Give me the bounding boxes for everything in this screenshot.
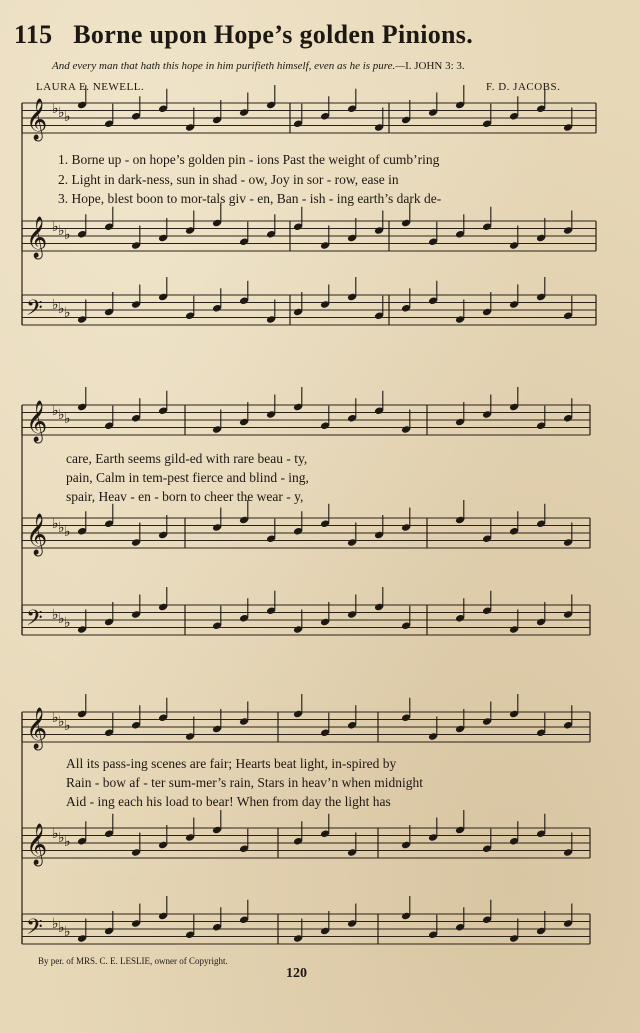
flat-icon: ♭ [64,411,71,427]
epigraph-reference: I. JOHN 3: 3. [405,60,465,72]
flat-icon: ♭ [52,607,59,623]
composer-credit: F. D. JACOBS. [486,81,561,93]
flat-icon: ♭ [64,227,71,243]
lyric-line: care, Earth seems gild-ed with rare beau - ty, [66,451,308,466]
page-number: 120 [286,966,307,981]
flat-icon: ♭ [64,718,71,734]
flat-icon: ♭ [58,301,65,317]
flat-icon: ♭ [58,611,65,627]
hymn-title: Borne upon Hope’s golden Pinions. [73,20,474,49]
copyright-note: By per. of MRS. C. E. LESLIE, owner of Copyright. [38,956,228,966]
flat-icon: ♭ [64,834,71,850]
flat-icon: ♭ [64,524,71,540]
flat-icon: ♭ [64,109,71,125]
flat-icon: ♭ [52,101,59,117]
treble-clef-icon: 𝄞 [26,99,48,140]
treble-clef-icon: 𝄞 [26,824,48,865]
lyricist-credit: LAURA E. NEWELL. [36,81,145,93]
treble-clef-icon: 𝄞 [26,708,48,749]
flat-icon: ♭ [52,916,59,932]
flat-icon: ♭ [64,305,71,321]
lyric-line: 1. Borne up - on hope’s golden pin - ions Past the weight of cumb’ring [58,152,440,167]
treble-clef-icon: 𝄞 [26,217,48,258]
flat-icon: ♭ [58,407,65,423]
lyric-line: pain, Calm in tem-pest fierce and blind - ing, [66,470,309,485]
bass-clef-icon: 𝄢 [26,606,43,636]
hymn-number: 115 [14,20,53,49]
bass-clef-icon: 𝄢 [26,915,43,945]
flat-icon: ♭ [52,403,59,419]
flat-icon: ♭ [64,615,71,631]
flat-icon: ♭ [58,830,65,846]
lyric-line: 2. Light in dark-ness, sun in shad - ow, Joy in sor - row, ease in [58,172,399,187]
bass-clef-icon: 𝄢 [26,296,43,326]
flat-icon: ♭ [58,223,65,239]
flat-icon: ♭ [58,920,65,936]
flat-icon: ♭ [52,219,59,235]
flat-icon: ♭ [52,826,59,842]
lyric-line: Aid - ing each his load to bear! When from day the light has [66,794,391,809]
flat-icon: ♭ [52,297,59,313]
lyric-line: 3. Hope, blest boon to mor-tals giv - en, Ban - ish - ing earth’s dark de- [58,191,442,206]
lyric-line: spair, Heav - en - born to cheer the wear - y, [66,489,304,504]
lyric-line: All its pass-ing scenes are fair; Hearts beat light, in-spired by [66,756,397,771]
treble-clef-icon: 𝄞 [26,514,48,555]
flat-icon: ♭ [52,710,59,726]
flat-icon: ♭ [58,520,65,536]
epigraph-text: And every man that hath this hope in him purifieth himself, even as he is pure.— [52,60,406,72]
lyric-line: Rain - bow af - ter sum-mer’s rain, Stars in heav’n when midnight [66,775,424,790]
flat-icon: ♭ [64,924,71,940]
flat-icon: ♭ [52,516,59,532]
treble-clef-icon: 𝄞 [26,401,48,442]
flat-icon: ♭ [58,714,65,730]
flat-icon: ♭ [58,105,65,121]
